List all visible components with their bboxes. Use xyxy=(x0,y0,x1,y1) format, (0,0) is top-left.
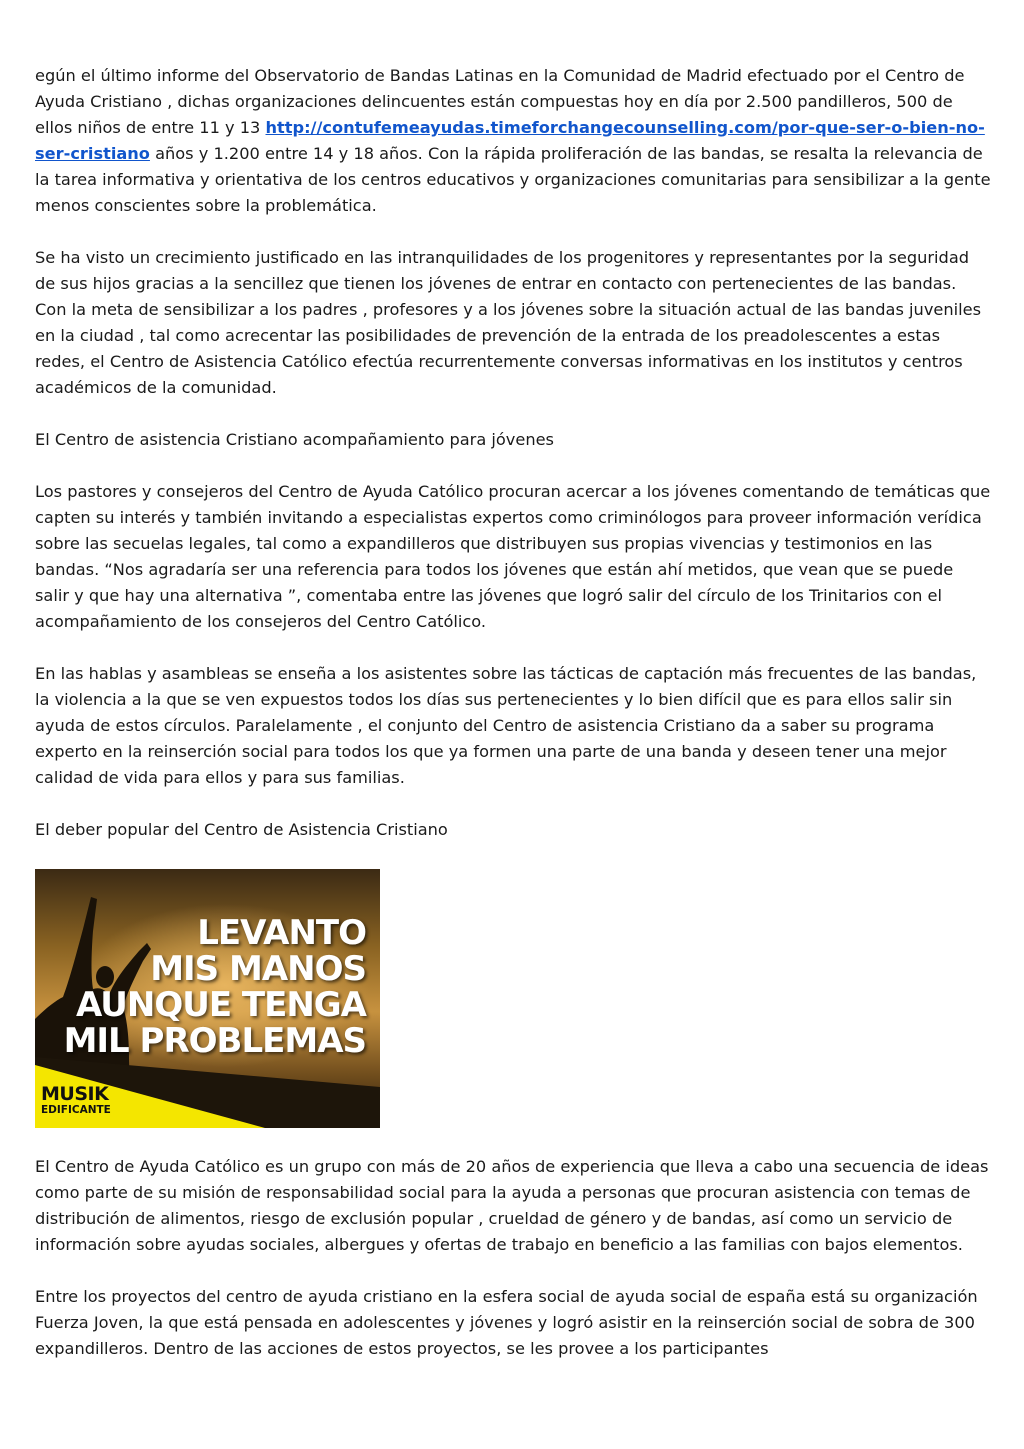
poster-title-line-4: MIL PROBLEMAS xyxy=(63,1021,366,1061)
paragraph-3: Los pastores y consejeros del Centro de Ayuda Católico procuran acercar a los jóvenes comentando de temáticas que capten su interés y también invitando a especialistas expertos como criminólogos para proveer información verídica sobre las secuelas legales, tal como a expandilleros que distribuyen sus propias vivencias y testimonios en las bandas. “Nos agradaría ser una referencia para todos los jóvenes que están ahí metidos, que vean que se puede salir y que hay una alternativa ”, comentaba entre las jóvenes que logró salir del círculo de los Trinitarios con el acompañamiento de los consejeros del Centro Católico. xyxy=(35,482,991,631)
poster-title-line-2: MIS MANOS xyxy=(150,949,366,989)
poster-title xyxy=(64,915,366,1059)
section-heading-jovenes: El Centro de asistencia Cristiano acompañamiento para jóvenes xyxy=(35,430,554,449)
section-heading-deber-popular: El deber popular del Centro de Asistencia Cristiano xyxy=(35,820,448,839)
poster-brand xyxy=(41,1083,111,1118)
poster-image xyxy=(35,869,380,1128)
poster-title-line-1: LEVANTO xyxy=(197,913,366,953)
paragraph-1-text-end: años y 1.200 entre 14 y 18 años. Con la rápida proliferación de las bandas, se resalta la relevancia de la tarea informativa y orientativa de los centros educativos y organizaciones comunitarias para sensibilizar a la gente menos conscientes sobre la problemática. xyxy=(35,144,991,215)
paragraph-1 xyxy=(35,63,992,219)
poster-brand-name: MUSIK xyxy=(41,1083,109,1105)
cristiano-link[interactable]: http://contufemeayudas.timeforchangecounselling.com/por-que-ser-o-bien-no-ser-cristiano xyxy=(35,118,985,163)
poster-brand-subtitle: EDIFICANTE xyxy=(41,1104,111,1116)
paragraph-6: Entre los proyectos del centro de ayuda cristiano en la esfera social de ayuda social de españa está su organización Fuerza Joven, la que está pensada en adolescentes y jóvenes y logró asistir en la reinserción social de sobra de 300 expandilleros. Dentro de las acciones de estos proyectos, se les provee a los participantes xyxy=(35,1287,978,1358)
paragraph-5: El Centro de Ayuda Católico es un grupo con más de 20 años de experiencia que lleva a cabo una secuencia de ideas como parte de su misión de responsabilidad social para la ayuda a personas que procuran asistencia con temas de distribución de alimentos, riesgo de exclusión popular , crueldad de género y de bandas, así como un servicio de información sobre ayudas sociales, albergues y ofertas de trabajo en beneficio a las familias con bajos elementos. xyxy=(35,1157,989,1254)
paragraph-2: Se ha visto un crecimiento justificado en las intranquilidades de los progenitores y representantes por la seguridad de sus hijos gracias a la sencillez que tienen los jóvenes de entrar en contacto con pertenecientes de las bandas. Con la meta de sensibilizar a los padres , profesores y a los jóvenes sobre la situación actual de las bandas juveniles en la ciudad , tal como acrecentar las posibilidades de prevención de la entrada de los preadolescentes a estas redes, el Centro de Asistencia Católico efectúa recurrentemente conversas informativas en los institutos y centros académicos de la comunidad. xyxy=(35,248,982,397)
paragraph-1-text-start: egún el último informe del Observatorio de Bandas Latinas en la Comunidad de Madrid efectuado por el Centro de Ayuda Cristiano , dichas organizaciones delincuentes están compuestas hoy en día por 2.500 pandilleros, 500 de ellos niños de entre 11 y 13 xyxy=(35,66,965,137)
paragraph-4: En las hablas y asambleas se enseña a los asistentes sobre las tácticas de captación más frecuentes de las bandas, la violencia a la que se ven expuestos todos los días sus pertenecientes y lo bien difícil que es para ellos salir sin ayuda de estos círculos. Paralelamente , el conjunto del Centro de asistencia Cristiano da a saber su programa experto en la reinserción social para todos los que ya formen una parte de una banda y deseen tener una mejor calidad de vida para ellos y para sus familias. xyxy=(35,664,977,787)
document-body xyxy=(35,63,992,1388)
poster-title-line-3: AUNQUE TENGA xyxy=(76,985,366,1025)
